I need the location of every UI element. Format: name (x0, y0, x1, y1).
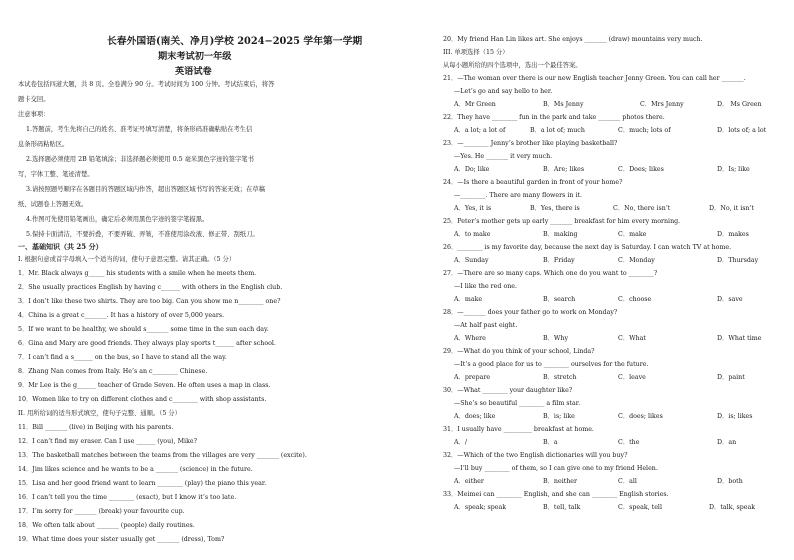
question-24: 24．—Is there a beautiful garden in front of your home? (443, 179, 623, 186)
option-c[interactable]: C．all (618, 478, 637, 485)
note-4: 4.作图可先使用铅笔画出，确定后必须用黑色字迹的签字笔描黑。 (26, 216, 209, 223)
question-32-reply: —I’ll buy ________ of them, so I can give one to my friend Helen. (454, 465, 658, 472)
option-d[interactable]: D．is; likes (717, 413, 753, 420)
option-a[interactable]: A．speak; speak (454, 504, 507, 511)
part-3-heading: III. 单项选择（15 分） (443, 49, 509, 56)
option-d[interactable]: D．save (717, 296, 743, 303)
option-b[interactable]: B．Friday (543, 257, 575, 264)
option-a[interactable]: A．Yes, it is (454, 205, 492, 212)
question-15: 15．Lisa and her good friend want to learn ________ (play) the piano this year. (18, 480, 267, 487)
question-29: 29．—What do you think of your school, Linda? (443, 348, 595, 355)
option-c[interactable]: C．Does; likes (618, 166, 664, 173)
question-1: 1．Mr. Black always g_____ his students with a smile when he meets them. (18, 270, 257, 277)
option-b[interactable]: B．tell, talk (543, 504, 581, 511)
question-16: 16．I can’t tell you the time ________ (exact), but I know it’s too late. (18, 494, 237, 501)
question-28: 28．—_______ does your father go to work on Monday? (443, 309, 618, 316)
intro-line-1: 本试卷包括四道大题，共 8 页。全卷满分 90 分。考试时间为 100 分钟。考试结束后，将答 (18, 81, 275, 88)
option-b[interactable]: B．making (543, 231, 578, 238)
question-23-reply: —Yes. He _______ it very much. (454, 153, 553, 160)
option-d[interactable]: D．both (717, 478, 743, 485)
option-b[interactable]: B．Are; likes (543, 166, 585, 173)
option-a[interactable]: A．a lot; a lot of (454, 127, 506, 134)
option-d[interactable]: D．What time (717, 335, 762, 342)
option-b[interactable]: B．Ms Jenny (543, 101, 584, 108)
question-24-reply: —________. There are many flowers in it. (454, 192, 583, 199)
question-4: 4．China is a great c_______. It has a history of over 5,000 years. (18, 312, 225, 319)
note-2b: 写，字体工整、笔迹清楚。 (18, 171, 94, 178)
question-8: 8．Zhang Nan comes from Italy. He’s an c________ Chinese. (18, 368, 208, 375)
exam-title-school: 长春外国语(南关、净月)学校 2024−2025 学年第一学期 (107, 36, 363, 47)
question-22: 22．They have ________ fun in the park and take _______ photos there. (443, 114, 665, 121)
question-30-reply: —She’s so beautiful ________ a film star. (454, 400, 581, 407)
option-a[interactable]: A．Mr Green (454, 101, 496, 108)
question-33: 33．Meimei can ________ English, and she can ________ English stories. (443, 491, 669, 498)
part-2-instruction: II. 用所给词的适当形式填空，使句子完整、通顺。（5 分） (18, 410, 181, 417)
option-d[interactable]: D．makes (717, 231, 749, 238)
option-a[interactable]: A．make (454, 296, 483, 303)
option-c[interactable]: C．does; likes (618, 413, 663, 420)
question-9: 9．Mr Lee is the g______ teacher of Grade Seven. He often uses a map in class. (18, 382, 271, 389)
option-d[interactable]: D．talk, speak (709, 504, 756, 511)
notes-heading: 注意事项： (18, 111, 50, 118)
note-5: 5.保持卡面清洁，不要折叠，不要弄破、弄皱，不准使用涂改液、修正带、刮纸刀。 (26, 231, 259, 238)
option-b[interactable]: B．a (543, 439, 558, 446)
question-21: 21．—The woman over there is our new English teacher Jenny Green. You can call her _______. (443, 75, 746, 82)
question-17: 17．I’m sorry for _______ (break) your favourite cup. (18, 508, 185, 515)
option-c[interactable]: C．the (618, 439, 640, 446)
question-32: 32．—Which of the two English dictionaries will you buy? (443, 452, 628, 459)
option-a[interactable]: A．Where (454, 335, 486, 342)
option-d[interactable]: D．Is; like (717, 166, 750, 173)
note-3b: 纸、试题卷上答题无效。 (18, 201, 88, 208)
question-6: 6．Gina and Mary are good friends. They always play sports t______ after school. (18, 340, 276, 347)
option-c[interactable]: C．leave (618, 374, 646, 381)
option-b[interactable]: B．a lot of; much (530, 127, 585, 134)
note-3a: 3.请按照题号顺序在各题目的答题区域内作答，超出答题区域书写的答案无效；在草稿 (26, 186, 265, 193)
question-5: 5．If we want to be healthy, we should s_______ some time in the sun each day. (18, 326, 269, 333)
option-b[interactable]: B．stretch (543, 374, 577, 381)
question-26: 26．________ is my favorite day, because the next day is Saturday. I can watch TV at home. (443, 244, 732, 251)
option-c[interactable]: C．much; lots of (618, 127, 671, 134)
option-c[interactable]: C．What (618, 335, 646, 342)
question-20: 20．My friend Han Lin likes art. She enjoys _______ (draw) mountains very much. (443, 36, 703, 43)
question-11: 11．Bill _______ (live) in Beijing with his parents. (18, 424, 174, 431)
option-b[interactable]: B．Yes, there is (530, 205, 580, 212)
note-1a: 1.答题前，考生先将自己的姓名、准考证号填写清楚，将条形码准确粘贴在考生信 (26, 126, 253, 133)
option-d[interactable]: D．Thursday (717, 257, 759, 264)
note-1b: 息条形码粘贴区。 (18, 141, 69, 148)
option-a[interactable]: A．prepare (454, 374, 491, 381)
option-a[interactable]: A．either (454, 478, 484, 485)
option-d[interactable]: D． Ms Green (717, 101, 762, 108)
option-b[interactable]: B．is; like (543, 413, 575, 420)
intro-line-2: 题卡交回。 (18, 96, 50, 103)
option-d[interactable]: D．lots of; a lot (717, 127, 767, 134)
option-d[interactable]: D．paint (717, 374, 745, 381)
option-b[interactable]: B．neither (543, 478, 578, 485)
question-13: 13．The basketball matches between the teams from the villages are very _______ (excite). (18, 452, 307, 459)
question-23: 23．—________ Jenny’s brother like playing basketball? (443, 140, 618, 147)
question-7: 7．I can’t find a s______ on the bus, so I have to stand all the way. (18, 354, 227, 361)
question-14: 14．Jim likes science and he wants to be a _______ (science) in the future. (18, 466, 253, 473)
question-19: 19．What time does your sister usually get _______ (dress), Tom? (18, 536, 225, 543)
question-18: 18．We often talk about _______ (people) daily routines. (18, 522, 195, 529)
part-1-instruction: I. 根据句意或首字母填入一个适当的词，使句子意思完整。请其正确。（5 分） (18, 256, 236, 263)
note-2a: 2.选择题必须使用 2B 铅笔填涂；非选择题必须使用 0.5 毫米黑色字迹的签字笔书 (26, 156, 254, 163)
option-c[interactable]: C．Monday (618, 257, 655, 264)
option-c[interactable]: C．speak, tell (618, 504, 662, 511)
question-27-reply: —I like the red one. (454, 283, 518, 290)
option-a[interactable]: A．to make (454, 231, 491, 238)
option-b[interactable]: B．Why (543, 335, 569, 342)
option-c[interactable]: C．choose (618, 296, 652, 303)
question-10: 10．Women like to try on different clothes and c________ with shop assistants. (18, 396, 267, 403)
question-28-reply: —At half past eight. (454, 322, 518, 329)
option-a[interactable]: A．/ (454, 439, 467, 446)
question-25: 25．Peter’s mother gets up early _______ breakfast for him every morning. (443, 218, 681, 225)
section-1-title: 一、基础知识（共 25 分） (18, 242, 103, 251)
question-21-reply: —Let’s go and say hello to her. (454, 88, 553, 95)
exam-title-subject: 英语试卷 (175, 66, 212, 77)
part-3-instruction: 从每小题所给的四个选项中，选出一个最佳答案。 (443, 62, 582, 69)
option-d[interactable]: D．No, it isn’t (709, 205, 755, 212)
option-c[interactable]: C．Mrs Jenny (640, 101, 684, 108)
question-31: 31．I usually have _________ breakfast at home. (443, 426, 594, 433)
option-a[interactable]: A．does; like (454, 413, 496, 420)
option-a[interactable]: A．Do; like (454, 166, 490, 173)
question-12: 12．I can’t find my eraser. Can I use ______ (you), Mike? (18, 438, 197, 445)
question-3: 3．I don’t like these two shirts. They are too big. Can you show me n________ one? (18, 298, 281, 305)
question-30: 30．—What ________ your daughter like? (443, 387, 573, 394)
option-c[interactable]: C．make (618, 231, 647, 238)
option-b[interactable]: B．search (543, 296, 576, 303)
question-29-reply: —It’s a good place for us to ________ ourselves for the future. (454, 361, 649, 368)
option-d[interactable]: D．an (717, 439, 737, 446)
option-c[interactable]: C．No, there isn’t (613, 205, 671, 212)
question-2: 2．She usually practices English by having c______ with others in the English club. (18, 284, 283, 291)
question-27: 27．—There are so many caps. Which one do you want to ________? (443, 270, 658, 277)
exam-title-grade: 期末考试初一年级 (158, 51, 232, 62)
option-a[interactable]: A．Sunday (454, 257, 489, 264)
